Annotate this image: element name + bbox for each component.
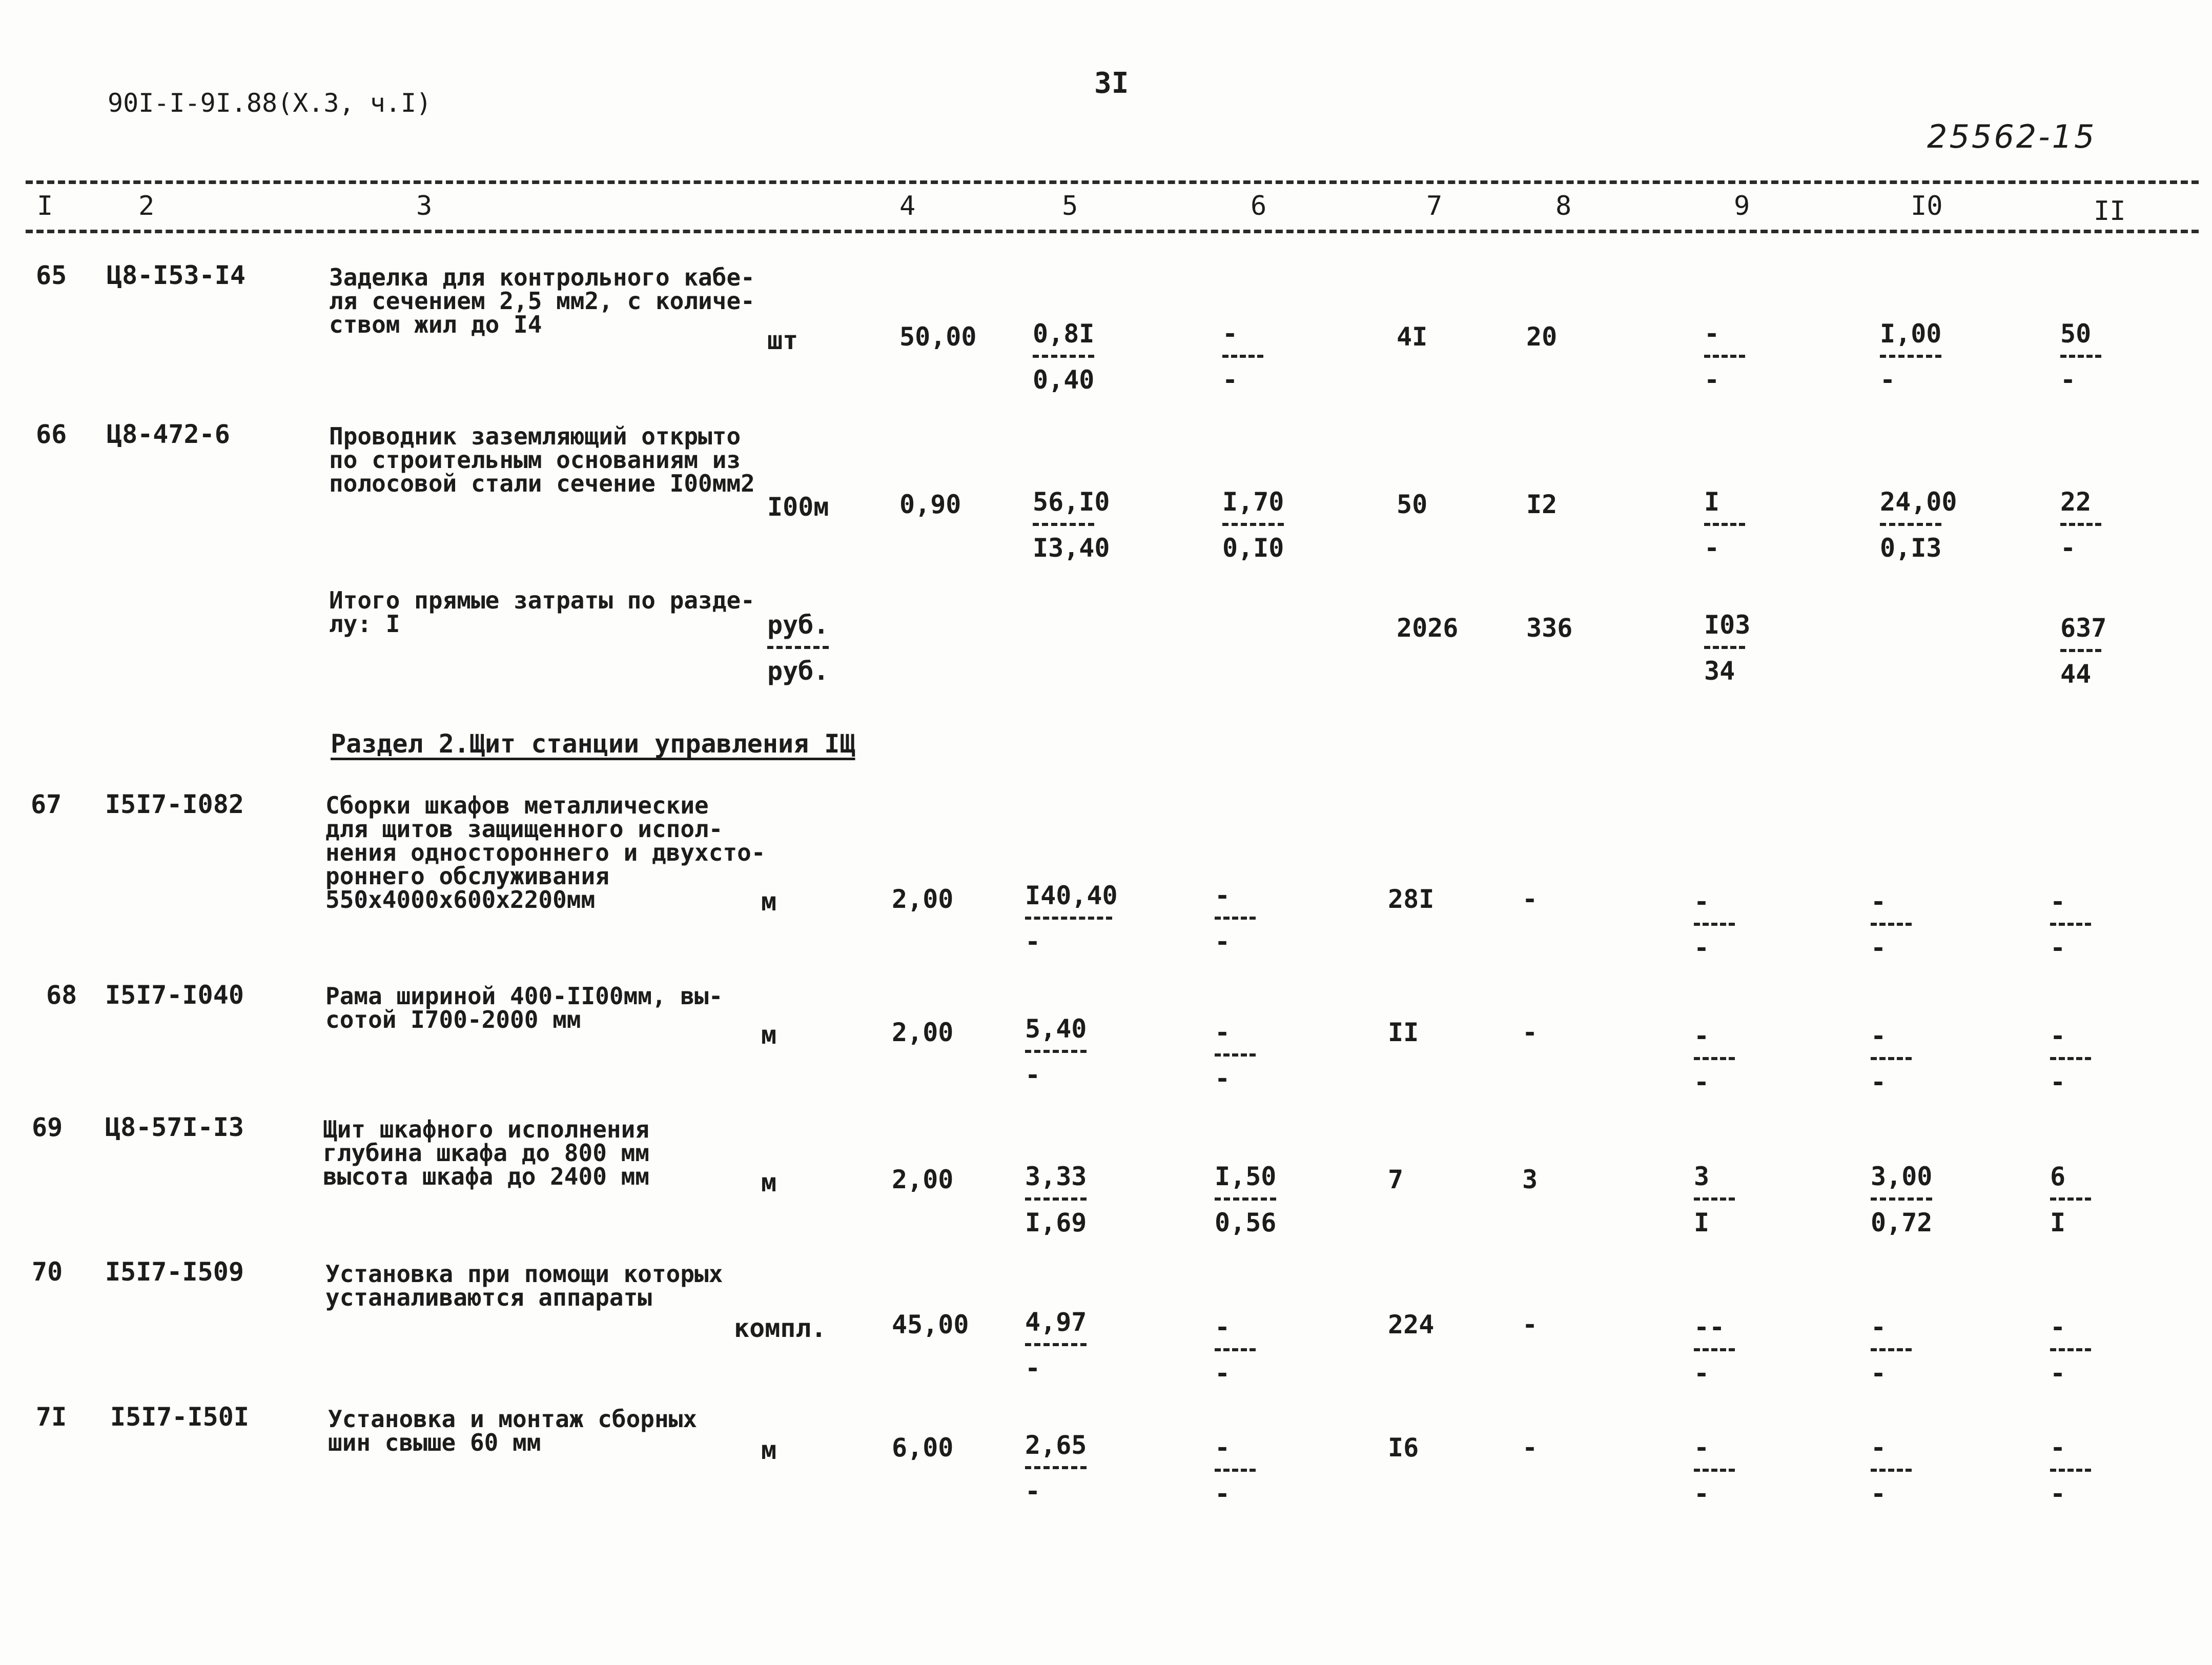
- row-description: Щит шкафного исполнения глубина шкафа до 800 мм высота шкафа до 2400 мм: [323, 1115, 649, 1190]
- row-col11: 22 -: [2060, 487, 2101, 563]
- row-code: I5I7-I50I: [110, 1402, 249, 1432]
- row-col8: 20: [1526, 322, 1558, 352]
- row-unit: м: [761, 1435, 777, 1465]
- row-col8: 3: [1522, 1165, 1538, 1194]
- row-col6: - -: [1215, 1312, 1256, 1388]
- row-col5: 0,8I 0,40: [1033, 319, 1095, 395]
- row-col8: -: [1522, 884, 1538, 914]
- row-col7: 224: [1388, 1310, 1435, 1339]
- column-header: 6: [1251, 191, 1267, 221]
- row-col10: - -: [1871, 1433, 1912, 1509]
- row-col8: I2: [1526, 490, 1558, 519]
- row-col9: - -: [1704, 319, 1745, 395]
- row-col7: II: [1388, 1018, 1419, 1047]
- row-unit: шт: [767, 326, 798, 355]
- column-header: 5: [1062, 191, 1078, 221]
- row-code: I5I7-I040: [105, 980, 244, 1010]
- document-code: 90I-I-9I.88(X.3, ч.I): [108, 88, 432, 118]
- row-col7: I6: [1388, 1433, 1419, 1463]
- document-stamp: 25562-15: [1927, 118, 2097, 155]
- row-description: Установка и монтаж сборных шин свыше 60 мм: [328, 1405, 698, 1456]
- page-number: 3I: [1094, 67, 1129, 100]
- row-col11: - -: [2050, 887, 2091, 963]
- row-code: I5I7-I509: [105, 1257, 244, 1287]
- column-header: I0: [1911, 191, 1943, 221]
- row-col6: I,50 0,56: [1215, 1162, 1277, 1237]
- row-col9: - -: [1694, 1433, 1735, 1509]
- header-rule-bottom: [26, 230, 2199, 233]
- row-code: Ц8-472-6: [107, 419, 230, 449]
- column-header: 3: [416, 191, 433, 221]
- row-col7: 50: [1397, 490, 1428, 519]
- row-quantity: 50,00: [899, 322, 977, 352]
- row-number: 65: [36, 260, 67, 290]
- row-col9: I -: [1704, 487, 1745, 563]
- row-unit: м: [761, 1168, 777, 1197]
- row-number: 67: [31, 789, 62, 819]
- row-description: Заделка для контрольного кабе- ля сечением 2,5 мм2, с количе- ством жил до I4: [329, 263, 755, 338]
- total-label: Итого прямые затраты по разде- лу: I: [329, 586, 755, 638]
- section-heading: Раздел 2.Щит станции управления IЩ: [331, 729, 855, 759]
- row-col9: - -: [1694, 887, 1735, 963]
- row-quantity: 2,00: [892, 884, 954, 914]
- row-col5: 4,97 -: [1025, 1307, 1087, 1383]
- row-unit: м: [761, 887, 777, 917]
- row-col7: 7: [1388, 1165, 1404, 1194]
- row-col8: -: [1522, 1018, 1538, 1047]
- row-col11: - -: [2050, 1312, 2091, 1388]
- row-col6: - -: [1215, 1018, 1256, 1093]
- row-col10: - -: [1871, 887, 1912, 963]
- row-col7: 4I: [1397, 322, 1428, 352]
- total-col7: 2026: [1397, 613, 1459, 643]
- row-col5: I40,40 -: [1025, 881, 1118, 957]
- row-col6: - -: [1215, 1433, 1256, 1509]
- total-unit: руб. руб.: [767, 610, 829, 686]
- row-code: Ц8-57I-I3: [105, 1112, 244, 1142]
- row-unit: компл.: [734, 1313, 827, 1343]
- row-col10: - -: [1871, 1021, 1912, 1097]
- row-number: 66: [36, 419, 67, 449]
- total-col8: 336: [1526, 613, 1573, 643]
- row-col9: - -: [1694, 1021, 1735, 1097]
- row-col5: 2,65 -: [1025, 1430, 1087, 1506]
- column-header: 8: [1555, 191, 1572, 221]
- row-col6: - -: [1222, 319, 1263, 395]
- row-col8: -: [1522, 1433, 1538, 1463]
- row-description: Сборки шкафов металлические для щитов защищенного испол- нения одностороннего и двухсто- роннего обслуживания 550x4000x600x2200мм: [325, 791, 766, 913]
- row-col7: 28I: [1388, 884, 1435, 914]
- total-col9: I03 34: [1704, 610, 1751, 686]
- row-quantity: 45,00: [892, 1310, 969, 1339]
- total-col11: 637 44: [2060, 613, 2107, 689]
- row-col9: 3 I: [1694, 1162, 1735, 1237]
- row-col11: - -: [2050, 1021, 2091, 1097]
- row-col10: 3,00 0,72: [1871, 1162, 1933, 1237]
- row-number: 70: [32, 1257, 63, 1287]
- row-code: Ц8-I53-I4: [107, 260, 245, 290]
- header-rule-top: [26, 180, 2199, 184]
- row-description: Проводник заземляющий открыто по строительным основаниям из полосовой стали сечение I00мм2: [329, 422, 755, 497]
- row-quantity: 2,00: [892, 1018, 954, 1047]
- row-col6: - -: [1215, 881, 1256, 957]
- column-header: I: [37, 191, 53, 221]
- column-header: II: [2094, 196, 2126, 227]
- column-header: 7: [1426, 191, 1443, 221]
- row-quantity: 6,00: [892, 1433, 954, 1463]
- row-col10: I,00 -: [1880, 319, 1942, 395]
- row-quantity: 0,90: [899, 490, 961, 519]
- row-unit: I00м: [767, 492, 829, 522]
- row-code: I5I7-I082: [105, 789, 244, 819]
- row-description: Рама шириной 400-II00мм, вы- сотой I700-2000 мм: [325, 982, 723, 1033]
- row-col5: 3,33 I,69: [1025, 1162, 1087, 1237]
- row-col10: 24,00 0,I3: [1880, 487, 1957, 563]
- row-number: 7I: [36, 1402, 67, 1432]
- row-description: Установка при помощи которых устаналиваются аппараты: [325, 1260, 723, 1311]
- column-header: 9: [1734, 191, 1750, 221]
- row-col8: -: [1522, 1310, 1538, 1339]
- row-col11: 6 I: [2050, 1162, 2091, 1237]
- row-col5: 56,I0 I3,40: [1033, 487, 1110, 563]
- row-col6: I,70 0,I0: [1222, 487, 1284, 563]
- column-header: 4: [899, 191, 916, 221]
- row-col11: - -: [2050, 1433, 2091, 1509]
- row-col10: - -: [1871, 1312, 1912, 1388]
- column-header: 2: [138, 191, 155, 221]
- row-col11: 50 -: [2060, 319, 2101, 395]
- row-col9: -- -: [1694, 1312, 1735, 1388]
- row-number: 69: [32, 1112, 63, 1142]
- row-col5: 5,40 -: [1025, 1014, 1087, 1090]
- row-number: 68: [46, 980, 77, 1010]
- row-quantity: 2,00: [892, 1165, 954, 1194]
- row-unit: м: [761, 1020, 777, 1050]
